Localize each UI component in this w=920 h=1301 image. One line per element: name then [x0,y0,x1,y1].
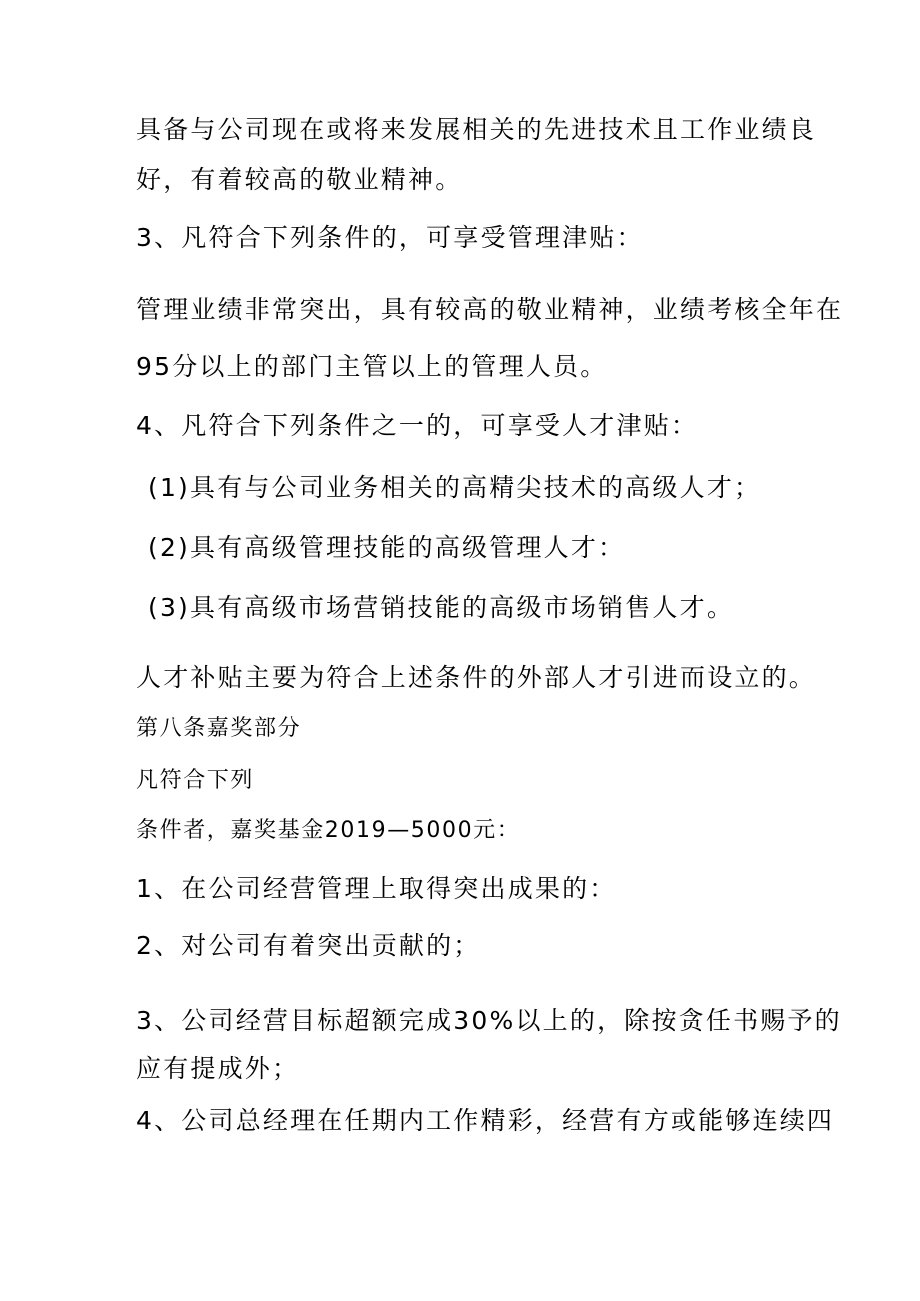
paragraph-line-3: 管理业绩非常突出，具有较高的敬业精神，业绩考核全年在 [136,295,844,324]
section-heading: 第八条嘉奖部分 [136,716,302,741]
paragraph-line-4: 95分以上的部门主管以上的管理人员。 [136,352,608,381]
paragraph-line-2: 好，有着较高的敬业精神。 [136,165,463,194]
award-item-3: 3、公司经营目标超额完成30%以上的，除按贪任书赐予的 [136,1006,842,1035]
award-item-3-continued: 应有提成外； [136,1054,300,1083]
clause-3-heading: 3、凡符合下列条件的，可享受管理津贴： [136,223,644,252]
award-item-1: 1、在公司经营管理上取得突出成果的： [136,874,617,903]
award-item-2: 2、对公司有着突出贡献的； [136,931,481,960]
list-item-2: (2)具有高级管理技能的高级管理人才： [148,533,626,562]
clause-4-heading: 4、凡符合下列条件之一的，可享受人才津贴： [136,411,699,440]
paragraph-line-7: 条件者，嘉奖基金2019—5000元： [136,818,521,843]
list-item-3: (3)具有高级市场营销技能的高级市场销售人才。 [148,593,735,622]
paragraph-line-6: 凡符合下列 [136,768,255,793]
paragraph-line-5: 人才补贴主要为符合上述条件的外部人才引进而设立的。 [136,663,817,692]
paragraph-line-1: 具备与公司现在或将来发展相关的先进技术且工作业绩良 [136,115,817,144]
award-item-4: 4、公司总经理在任期内工作精彩，经营有方或能够连续四 [136,1106,835,1135]
list-item-1: (1)具有与公司业务相关的高精尖技术的高级人才； [148,473,762,502]
